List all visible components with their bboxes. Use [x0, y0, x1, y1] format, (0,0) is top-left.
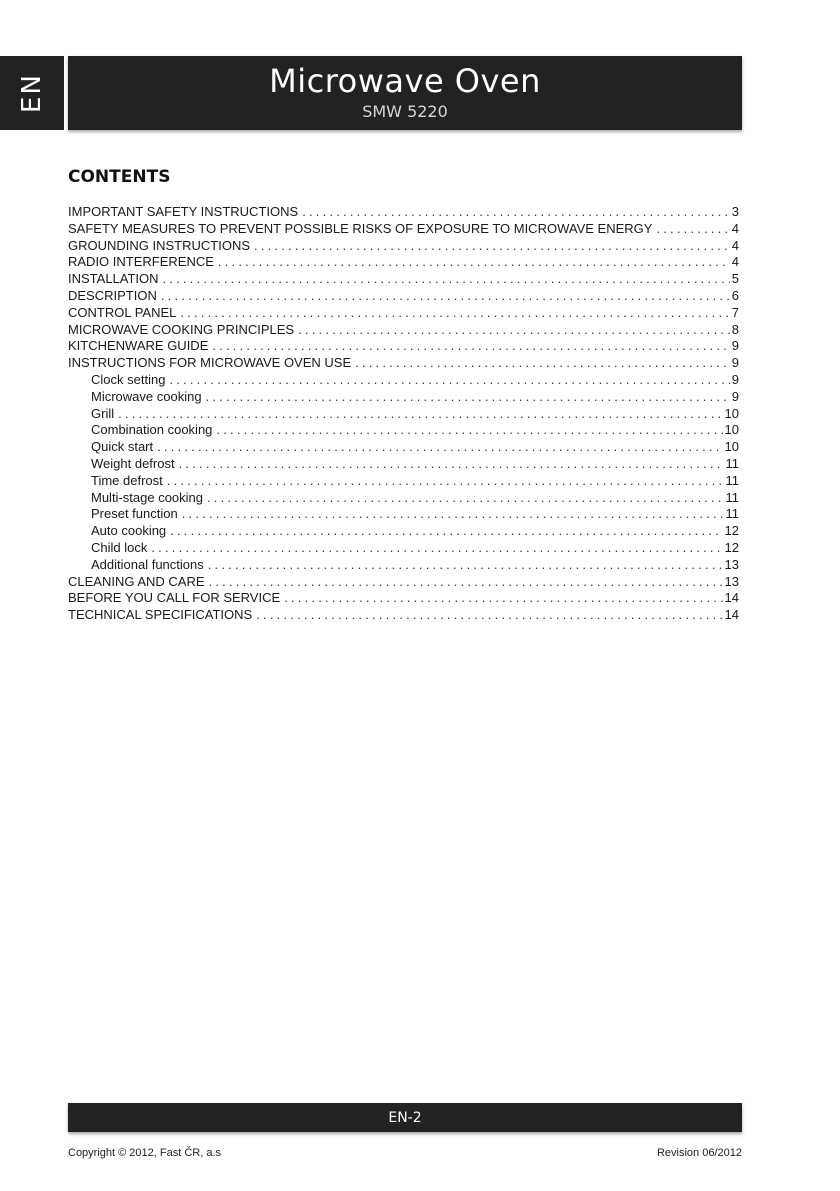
toc-entry[interactable]	[68, 322, 739, 339]
toc-entry-page: 4	[731, 254, 739, 270]
copyright-notice: Copyright © 2012, Fast ČR, a.s	[68, 1147, 222, 1159]
toc-entry-title: CONTROL PANEL	[68, 304, 177, 320]
footer-bar	[68, 1103, 742, 1132]
table-of-contents	[68, 204, 739, 624]
toc-entry-page: 7	[731, 304, 739, 320]
toc-entry-page: 13	[724, 573, 739, 589]
toc-entry-title: Auto cooking	[91, 523, 167, 539]
toc-entry-page: 8	[731, 321, 739, 337]
toc-entry-title: BEFORE YOU CALL FOR SERVICE	[68, 590, 281, 606]
toc-entry-page: 4	[731, 220, 739, 236]
toc-entry-page: 13	[724, 556, 739, 572]
toc-dot-leader	[656, 221, 729, 238]
language-code: EN	[16, 73, 47, 113]
toc-entry-title: GROUNDING INSTRUCTIONS	[68, 237, 250, 253]
toc-entry-page: 14	[724, 590, 739, 606]
toc-entry[interactable]	[68, 271, 739, 288]
toc-dot-leader	[206, 389, 730, 406]
toc-entry-page: 11	[725, 506, 739, 522]
toc-entry-page: 10	[724, 439, 739, 455]
toc-entry-page: 3	[731, 204, 739, 219]
toc-dot-leader	[157, 439, 722, 456]
toc-dot-leader	[254, 238, 730, 255]
toc-entry-title: Quick start	[91, 439, 154, 455]
toc-entry[interactable]	[68, 473, 739, 490]
toc-entry-title: MICROWAVE COOKING PRINCIPLES	[68, 321, 295, 337]
toc-dot-leader	[161, 288, 730, 305]
toc-entry[interactable]	[68, 607, 739, 624]
document-title: Microwave Oven	[269, 62, 541, 100]
toc-entry[interactable]	[68, 338, 739, 355]
toc-entry[interactable]	[68, 557, 739, 574]
toc-dot-leader	[256, 607, 722, 624]
toc-entry[interactable]	[68, 540, 739, 557]
contents-heading: CONTENTS	[68, 167, 171, 187]
toc-entry-title: Microwave cooking	[91, 388, 202, 404]
toc-entry[interactable]	[68, 254, 739, 271]
toc-entry-page: 5	[731, 271, 739, 287]
toc-dot-leader	[216, 422, 722, 439]
toc-dot-leader	[302, 204, 730, 221]
toc-entry[interactable]	[68, 305, 739, 322]
toc-entry[interactable]	[68, 204, 739, 221]
toc-entry[interactable]	[68, 355, 739, 372]
toc-entry[interactable]	[68, 439, 739, 456]
toc-entry-page: 12	[724, 523, 739, 539]
toc-dot-leader	[118, 406, 722, 423]
toc-entry-page: 12	[724, 539, 739, 555]
toc-entry-title: RADIO INTERFERENCE	[68, 254, 214, 270]
toc-dot-leader	[298, 322, 730, 339]
toc-entry-title: Combination cooking	[91, 422, 213, 438]
toc-entry[interactable]	[68, 372, 739, 389]
toc-entry[interactable]	[68, 221, 739, 238]
toc-entry-page: 9	[731, 338, 739, 354]
toc-entry[interactable]	[68, 406, 739, 423]
toc-entry-page: 4	[731, 237, 739, 253]
toc-dot-leader	[208, 557, 723, 574]
toc-entry-title: Weight defrost	[91, 455, 175, 471]
toc-entry-title: SAFETY MEASURES TO PREVENT POSSIBLE RISKS OF EXPOSURE TO MICROWAVE ENERGY	[68, 220, 653, 236]
toc-dot-leader	[169, 372, 729, 389]
toc-entry-page: 10	[724, 405, 739, 421]
toc-entry-title: Time defrost	[91, 472, 163, 488]
toc-entry-title: Child lock	[91, 539, 148, 555]
model-number: SMW 5220	[362, 102, 448, 121]
toc-dot-leader	[182, 506, 724, 523]
toc-entry[interactable]	[68, 590, 739, 607]
toc-entry[interactable]	[68, 422, 739, 439]
toc-dot-leader	[207, 490, 724, 507]
toc-dot-leader	[284, 590, 722, 607]
toc-dot-leader	[167, 473, 724, 490]
toc-dot-leader	[179, 456, 724, 473]
toc-entry-title: Preset function	[91, 506, 178, 522]
toc-entry-page: 9	[731, 371, 739, 387]
toc-dot-leader	[355, 355, 730, 372]
toc-entry-title: IMPORTANT SAFETY INSTRUCTIONS	[68, 204, 299, 219]
toc-entry[interactable]	[68, 574, 739, 591]
toc-entry-title: INSTRUCTIONS FOR MICROWAVE OVEN USE	[68, 355, 352, 371]
toc-entry-title: Clock setting	[91, 371, 166, 387]
toc-entry-page: 14	[724, 607, 739, 623]
toc-entry-title: DESCRIPTION	[68, 287, 157, 303]
toc-entry-page: 11	[725, 472, 739, 488]
toc-dot-leader	[170, 523, 722, 540]
toc-entry-page: 11	[725, 489, 739, 505]
toc-entry[interactable]	[68, 389, 739, 406]
toc-entry-title: Grill	[91, 405, 115, 421]
page-number: EN-2	[388, 1110, 422, 1126]
toc-entry-title: INSTALLATION	[68, 271, 159, 287]
toc-entry-page: 9	[731, 388, 739, 404]
toc-entry-title: TECHNICAL SPECIFICATIONS	[68, 607, 253, 623]
toc-entry-page: 10	[724, 422, 739, 438]
toc-dot-leader	[212, 338, 729, 355]
toc-entry[interactable]	[68, 490, 739, 507]
toc-entry[interactable]	[68, 506, 739, 523]
language-tab	[0, 56, 64, 130]
toc-dot-leader	[151, 540, 722, 557]
toc-dot-leader	[209, 574, 723, 591]
toc-entry-title: Multi-stage cooking	[91, 489, 203, 505]
toc-entry-page: 9	[731, 355, 739, 371]
toc-dot-leader	[218, 254, 730, 271]
toc-entry-page: 6	[731, 287, 739, 303]
header-bar	[68, 56, 742, 130]
toc-entry[interactable]	[68, 523, 739, 540]
toc-entry-title: Additional functions	[91, 556, 204, 572]
toc-entry[interactable]	[68, 238, 739, 255]
toc-entry[interactable]	[68, 456, 739, 473]
toc-entry-title: KITCHENWARE GUIDE	[68, 338, 209, 354]
toc-entry-page: 11	[725, 455, 739, 471]
toc-entry-title: CLEANING AND CARE	[68, 573, 205, 589]
toc-dot-leader	[180, 305, 729, 322]
revision-label: Revision 06/2012	[656, 1147, 742, 1159]
toc-dot-leader	[163, 271, 730, 288]
toc-entry[interactable]	[68, 288, 739, 305]
